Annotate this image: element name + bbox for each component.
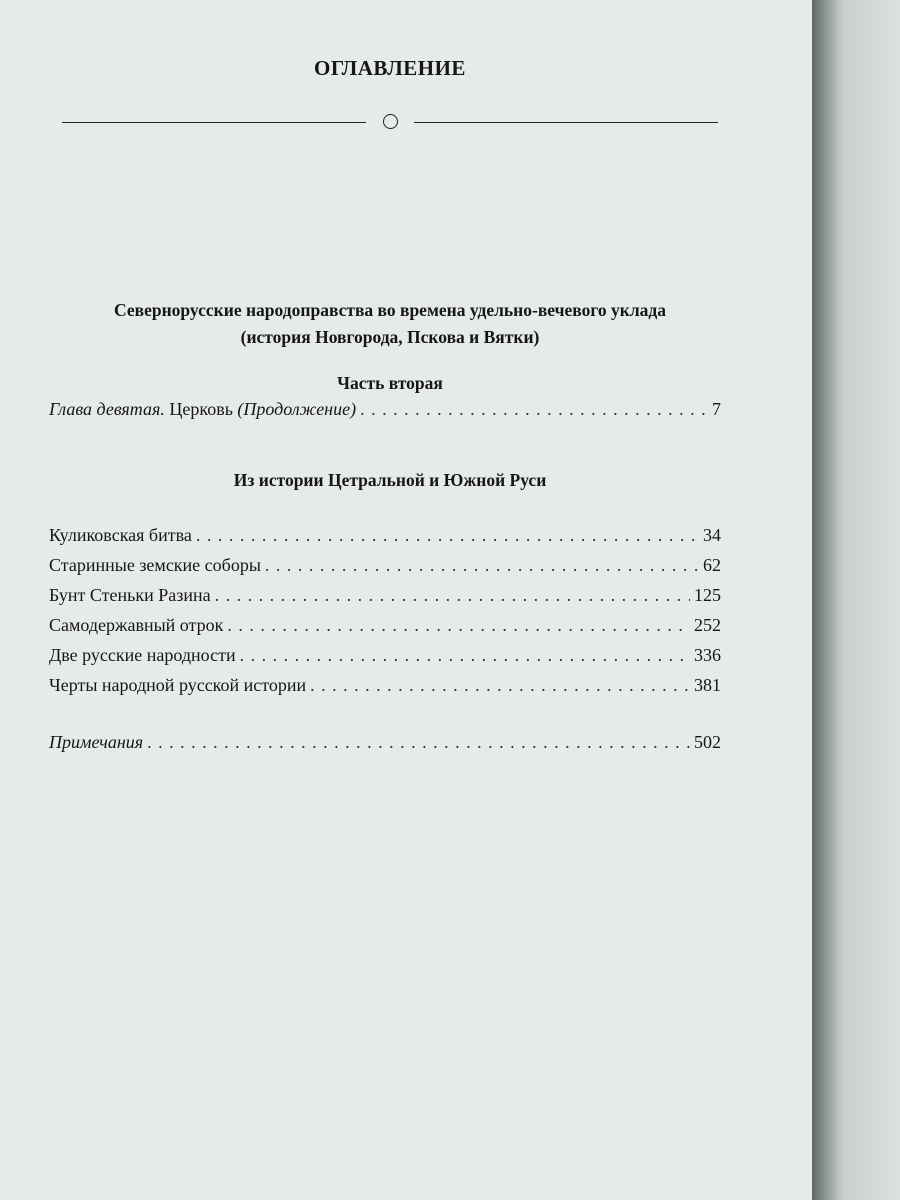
toc-entry-label: Старинные земские соборы bbox=[49, 555, 261, 575]
page-title: ОГЛАВЛЕНИЕ bbox=[314, 56, 466, 80]
toc-entry-chapter9[interactable] bbox=[49, 399, 721, 425]
toc-entry[interactable] bbox=[49, 675, 721, 701]
dot-leader bbox=[227, 615, 690, 636]
section2-heading: Из истории Цетральной и Южной Руси bbox=[233, 470, 547, 490]
ornament-line-right bbox=[414, 122, 718, 123]
dot-leader bbox=[240, 645, 690, 666]
toc-entry[interactable] bbox=[49, 555, 721, 581]
toc-entry[interactable] bbox=[49, 585, 721, 611]
toc-page-number: 252 bbox=[694, 615, 721, 635]
toc-page-number: 502 bbox=[694, 732, 721, 752]
toc-page-number: 34 bbox=[703, 525, 721, 545]
toc-entry-label: Две русские народности bbox=[49, 645, 236, 665]
section1-heading-line1: Севернорусские народоправства во времена удельно-вечевого уклада bbox=[114, 300, 666, 320]
toc-page-number: 7 bbox=[712, 399, 721, 419]
toc-entry-label: Глава девятая. Церковь (Продолжение) bbox=[49, 399, 357, 419]
toc-entry-label: Бунт Стеньки Разина bbox=[49, 585, 211, 605]
toc-entry-label: Куликовская битва bbox=[49, 525, 192, 545]
section1-heading bbox=[0, 297, 780, 351]
dot-leader bbox=[147, 732, 690, 753]
title-ornament bbox=[62, 110, 718, 130]
toc-entry[interactable] bbox=[49, 525, 721, 551]
dot-leader bbox=[265, 555, 699, 576]
adjacent-page-edge bbox=[812, 0, 900, 1200]
toc-page-number: 125 bbox=[694, 585, 721, 605]
ornament-circle-icon bbox=[383, 114, 398, 129]
section1-subheading: Часть вторая bbox=[337, 373, 443, 393]
dot-leader bbox=[196, 525, 699, 546]
dot-leader bbox=[215, 585, 690, 606]
toc-page-number: 381 bbox=[694, 675, 721, 695]
toc-page-number: 336 bbox=[694, 645, 721, 665]
toc-entry[interactable] bbox=[49, 645, 721, 671]
toc-entry-label: Примечания bbox=[49, 732, 144, 752]
toc-entry-label: Самодержавный отрок bbox=[49, 615, 224, 635]
section1-heading-line2: (история Новгорода, Пскова и Вятки) bbox=[240, 327, 540, 347]
dot-leader bbox=[310, 675, 690, 696]
toc-entry-notes[interactable] bbox=[49, 732, 721, 758]
toc-page-number: 62 bbox=[703, 555, 721, 575]
toc-entry-label: Черты народной русской истории bbox=[49, 675, 307, 695]
dot-leader bbox=[360, 399, 708, 420]
toc-entry[interactable] bbox=[49, 615, 721, 641]
ornament-line-left bbox=[62, 122, 366, 123]
